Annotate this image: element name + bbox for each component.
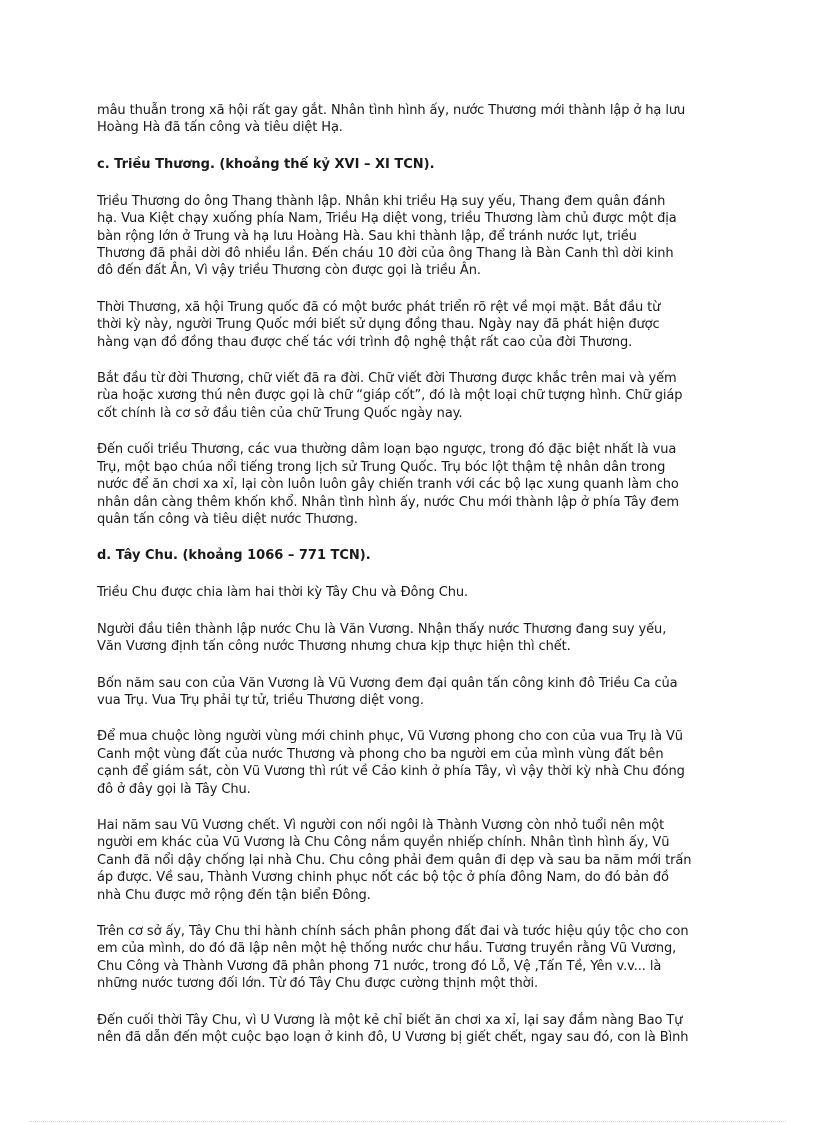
paragraph: mâu thuẫn trong xã hội rất gay gắt. Nhân tình hình ấy, nước Thương mới thành lập ở hạ lưu Hoàng Hà đã tấn công và tiêu diệt Hạ. bbox=[97, 103, 686, 136]
paragraph: Trên cơ sở ấy, Tây Chu thi hành chính sách phân phong đất đai và tước hiệu qúy tộc cho con em của mình, do đó đã lập nên một hệ thống nước chư hầu. Tương truyền rằng Vũ Vương, Chu Công và Thành Vương đã phân phong 71 nước, trong đó Lỗ, Vệ ,Tấn Tề, Yên v.v... là những nước tương đối lớn. Từ đó Tây Chu được cường thịnh một thời. bbox=[97, 924, 689, 992]
paragraph: Bốn năm sau con của Văn Vương là Vũ Vương đem đại quân tấn công kinh đô Triều Ca của vua Trụ. Vua Trụ phải tự tử, triều Thương diệt vong. bbox=[97, 675, 678, 708]
section-heading-tay-chu: d. Tây Chu. (khoảng 1066 – 771 TCN). bbox=[97, 548, 371, 564]
paragraph: Người đầu tiên thành lập nước Chu là Văn Vương. Nhận thấy nước Thương đang suy yếu, Văn Vương định tấn công nước Thương nhưng chưa kịp thực hiện thì chết. bbox=[97, 621, 667, 655]
paragraph: Đến cuối thời Tây Chu, vì U Vương là một kẻ chỉ biết ăn chơi xa xỉ, lại say đắm nàng Bao Tự nên đã dẫn đến một cuộc bạo loạn ở kinh đô, U Vương bị giết chết, ngay sau đó, con là Bình bbox=[97, 1012, 689, 1046]
paragraph: Bắt đầu từ đời Thương, chữ viết đã ra đời. Chữ viết đời Thương được khắc trên mai và yếm rùa hoặc xương thú nên được gọi là chữ “giáp cốt”, đó là một loại chữ tượng hình. Chữ giáp cốt chính là cơ sở đầu tiên của chữ Trung Quốc ngày nay. bbox=[97, 371, 683, 421]
paragraph: Đến cuối triều Thương, các vua thường dâm loạn bạo ngược, trong đó đặc biệt nhất là vua Trụ, một bạo chúa nổi tiếng trong lịch sử Trung Quốc. Trụ bóc lột thậm tệ nhân dân trong nước để ăn chơi xa xỉ, lại còn luôn luôn gây chiến tranh với các bộ lạc xung quanh làm cho nhân dân càng thêm khốn khổ. Nhân tình hình ấy, nước Chu mới thành lập ở phía Tây đem quân tấn công và tiêu diệt nước Thương. bbox=[97, 442, 679, 527]
document-body bbox=[97, 102, 727, 1065]
page-bottom-divider bbox=[30, 1121, 786, 1122]
section-heading-trieu-thuong: c. Triều Thương. (khoảng thế kỷ XVI – XI TCN). bbox=[97, 156, 435, 172]
paragraph: Để mua chuộc lòng người vùng mới chinh phục, Vũ Vương phong cho con của vua Trụ là Vũ Canh một vùng đất của nước Thương và phong cho ba người em của mình vùng đất bên cạnh để giám sát, còn Vũ Vương thì rút về Cảo kinh ở phía Tây, vì vậy thời kỳ nhà Chu đóng đô ở đây gọi là Tây Chu. bbox=[97, 729, 685, 797]
paragraph: Triều Thương do ông Thang thành lập. Nhân khi triều Hạ suy yếu, Thang đem quân đánh hạ. Vua Kiệt chạy xuống phía Nam, Triều Hạ diệt vong, triều Thương làm chủ được một địa bàn rộng lớn ở Trung và hạ lưu Hoàng Hà. Sau khi thành lập, để tránh nước lụt, triều Thương đã phải dời đô nhiều lần. Đến cháu 10 đời của ông Thang là Bàn Canh thì dời kinh đô đến đất Ân, Vì vậy triều Thương còn được gọi là triều Ân. bbox=[97, 193, 677, 279]
paragraph: Triều Chu được chia làm hai thời kỳ Tây Chu và Đông Chu. bbox=[97, 585, 469, 601]
paragraph: Hai năm sau Vũ Vương chết. Vì người con nối ngôi là Thành Vương còn nhỏ tuổi nên một người em khác của Vũ Vương là Chu Công nắm quyền nhiếp chính. Nhân tình hình ấy, Vũ Canh đã nổi dậy chống lại nhà Chu. Chu công phải đem quân đi dẹp và sau ba năm mới trấn áp được. Về sau, Thành Vương chinh phục nốt các bộ tộc ở phía đông Nam, do đó bản đồ nhà Chu được mở rộng đến tận biển Đông. bbox=[97, 817, 692, 903]
paragraph: Thời Thương, xã hội Trung quốc đã có một bước phát triển rõ rệt về mọi mặt. Bắt đầu từ thời kỳ này, người Trung Quốc mới biết sử dụng đồng thau. Ngày nay đã phát hiện được hàng vạn đồ đồng thau được chế tác với trình độ nghệ thật rất cao của đời Thương. bbox=[97, 299, 661, 350]
